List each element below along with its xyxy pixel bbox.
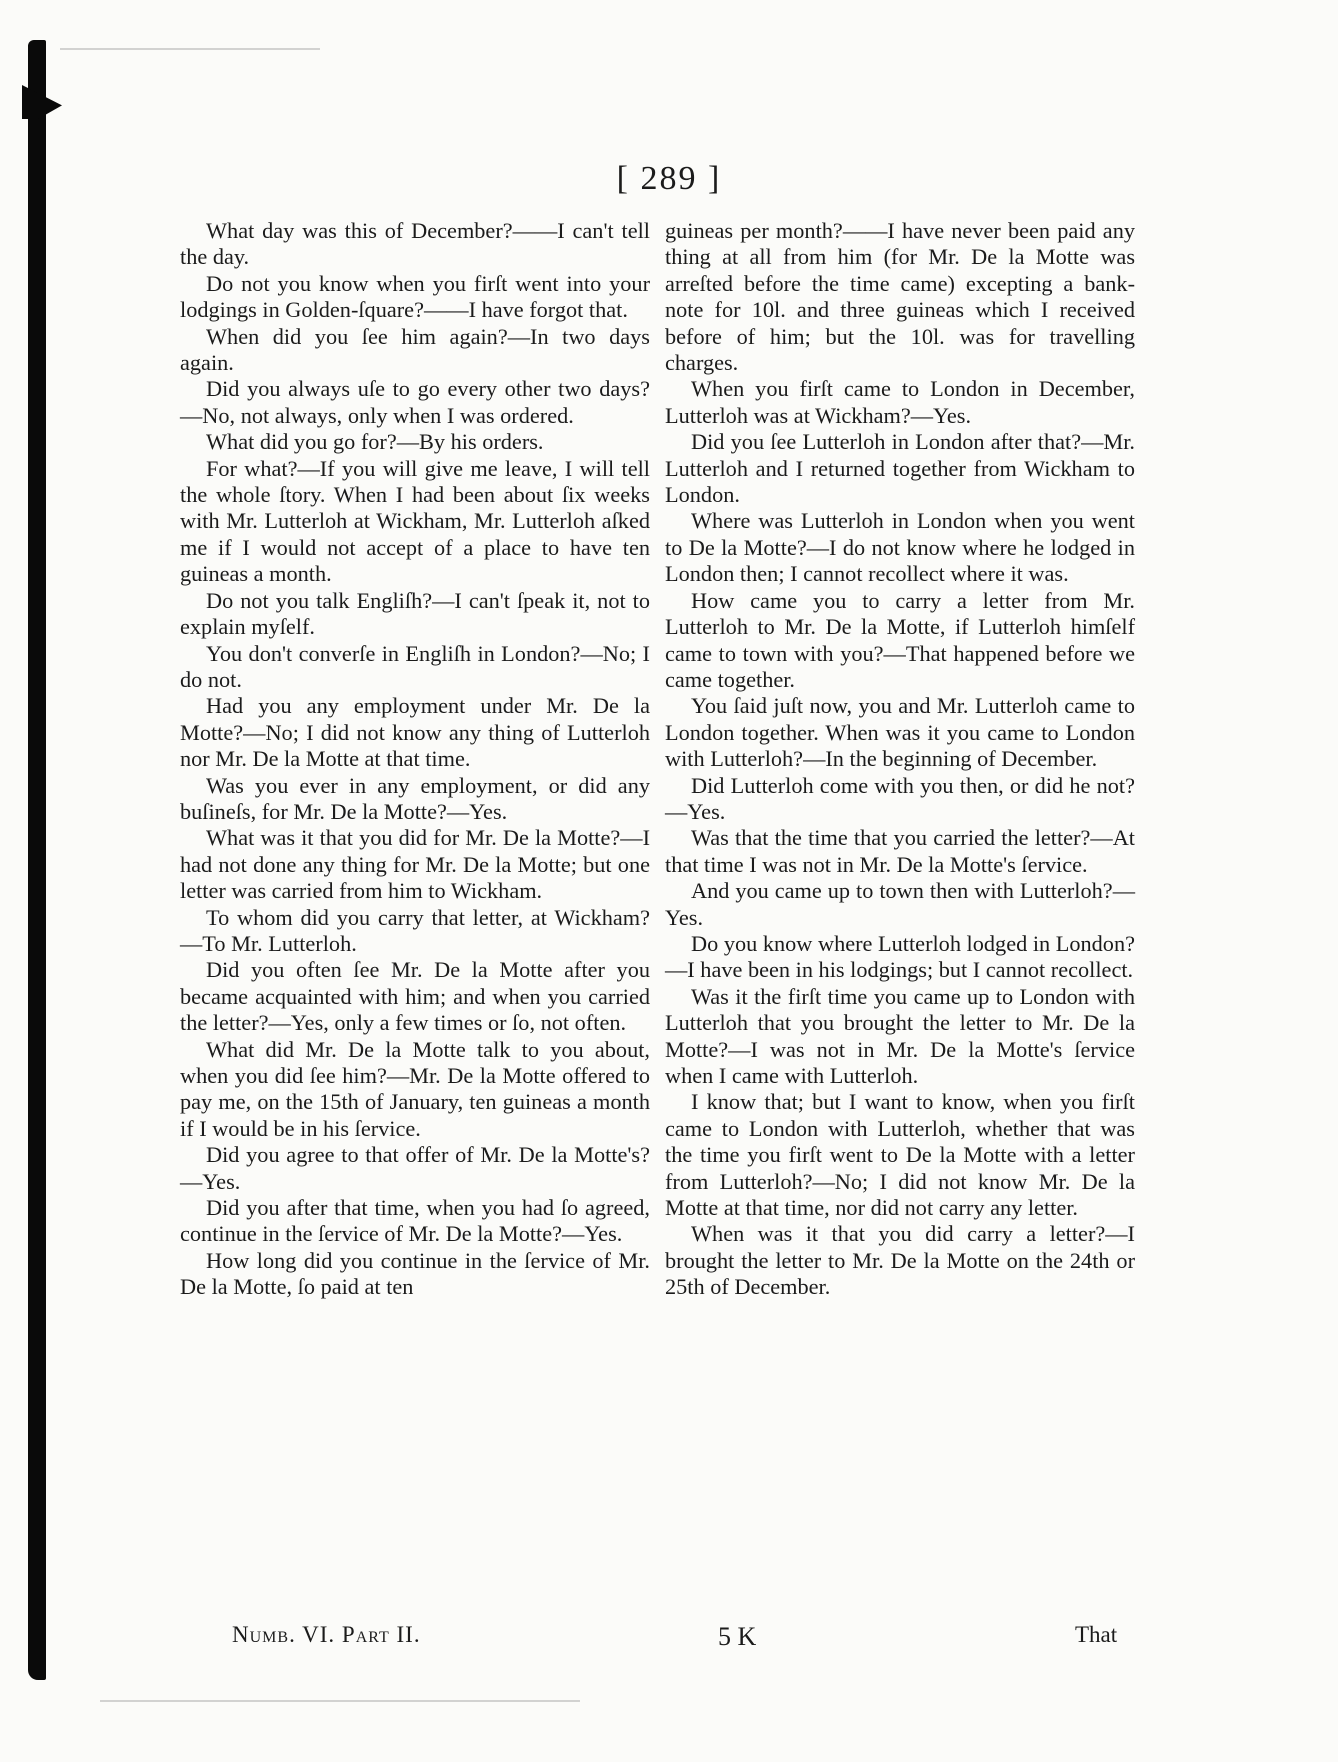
left-column <box>180 218 650 1301</box>
qa-paragraph: Did you always uſe to go every other two days?—No, not always, only when I was ordered. <box>180 376 650 428</box>
catchword: That <box>1075 1622 1118 1647</box>
qa-paragraph: How long did you continue in the ſervice of Mr. De la Motte, ſo paid at ten <box>180 1247 650 1300</box>
qa-paragraph: When was it that you did carry a letter?—I brought the letter to Mr. De la Motte on the 24th or 25th of December. <box>665 1221 1135 1300</box>
sheet-mark: 5 K <box>718 1622 757 1651</box>
qa-paragraph: Did Lutterloh come with you then, or did he not?—Yes. <box>665 772 1135 824</box>
page-header: [ 289 ] <box>616 160 722 197</box>
qa-paragraph: When you firſt came to London in December, Lutterloh was at Wickham?—Yes. <box>665 376 1135 428</box>
qa-paragraph: I know that; but I want to know, when you firſt came to London with Lutterloh, whether that was the time you firſt went to De la Motte with a letter from Lutterloh?—No; I did not know Mr. De la Motte at that time, nor did not carry any letter. <box>665 1089 1135 1221</box>
qa-paragraph: When did you ſee him again?—In two days again. <box>180 323 650 376</box>
qa-paragraph: What did Mr. De la Motte talk to you about, when you did ſee him?—Mr. De la Motte offered to pay me, on the 15th of January, ten guineas a month if I would be in his ſervice. <box>180 1036 650 1141</box>
qa-paragraph: Was it the firſt time you came up to London with Lutterloh that you brought the letter to Mr. De la Motte?—I was not in Mr. De la Motte's ſervice when I came with Lutterloh. <box>665 983 1135 1088</box>
qa-paragraph: What day was this of December?——I can't tell the day. <box>180 218 650 270</box>
qa-paragraph: For what?—If you will give me leave, I will tell the whole ſtory. When I had been about ſix weeks with Mr. Lutterloh at Wickham, Mr. Lutterloh aſked me if I would not accept of a place to have ten guineas a month. <box>180 455 650 587</box>
qa-paragraph: What did you go for?—By his orders. <box>206 429 544 455</box>
qa-paragraph: You ſaid juſt now, you and Mr. Lutterloh came to London together. When was it you came to London with Lutterloh?—In the beginning of December. <box>665 693 1135 772</box>
book-binding-shadow <box>28 40 46 1680</box>
qa-paragraph: Where was Lutterloh in London when you went to De la Motte?—I do not know where he lodged in London then; I cannot recollect where it was. <box>665 508 1135 587</box>
qa-paragraph: Did you ſee Lutterloh in London after that?—Mr. Lutterloh and I returned together from Wickham to London. <box>665 429 1135 508</box>
qa-paragraph: How came you to carry a letter from Mr. Lutterloh to Mr. De la Motte, if Lutterloh himſelf came to town with you?—That happened before we came together. <box>665 587 1135 692</box>
qa-paragraph: What was it that you did for Mr. De la Motte?—I had not done any thing for Mr. De la Motte; but one letter was carried from him to Wickham. <box>180 825 650 904</box>
scan-speckle <box>60 48 320 50</box>
qa-paragraph: Did you after that time, when you had ſo agreed, continue in the ſervice of Mr. De la Motte?—Yes. <box>180 1195 650 1247</box>
qa-paragraph: And you came up to town then with Lutterloh?—Yes. <box>665 878 1135 930</box>
signature-line: Numb. VI. Part II. <box>232 1622 421 1647</box>
qa-paragraph: To whom did you carry that letter, at Wickham?—To Mr. Lutterloh. <box>180 904 650 956</box>
qa-paragraph: Do not you know when you firſt went into your lodgings in Golden-ſquare?——I have forgot that. <box>180 270 650 323</box>
qa-paragraph: Did you often ſee Mr. De la Motte after you became acquainted with him; and when you carried the letter?—Yes, only a few times or ſo, not often. <box>180 957 650 1036</box>
qa-paragraph: Do you know where Lutterloh lodged in London?—I have been in his lodgings; but I cannot recollect. <box>665 930 1135 983</box>
qa-paragraph: Was you ever in any employment, or did any buſineſs, for Mr. De la Motte?—Yes. <box>180 772 650 824</box>
qa-paragraph: guineas per month?——I have never been paid any thing at all from him (for Mr. De la Motte was arreſted before the time came) excepting a bank-note for 10l. and three guineas which I received before of him; but the 10l. was for travelling charges. <box>665 218 1135 376</box>
scan-speckle <box>100 1700 580 1702</box>
qa-paragraph: You don't converſe in Engliſh in London?—No; I do not. <box>180 640 650 692</box>
right-column <box>665 218 1135 1301</box>
qa-paragraph: Was that the time that you carried the letter?—At that time I was not in Mr. De la Motte's ſervice. <box>665 825 1135 877</box>
qa-paragraph: Had you any employment under Mr. De la Motte?—No; I did not know any thing of Lutterloh nor Mr. De la Motte at that time. <box>180 693 650 772</box>
qa-paragraph: Do not you talk Engliſh?—I can't ſpeak it, not to explain myſelf. <box>180 587 650 640</box>
qa-paragraph: Did you agree to that offer of Mr. De la Motte's?—Yes. <box>180 1142 650 1194</box>
